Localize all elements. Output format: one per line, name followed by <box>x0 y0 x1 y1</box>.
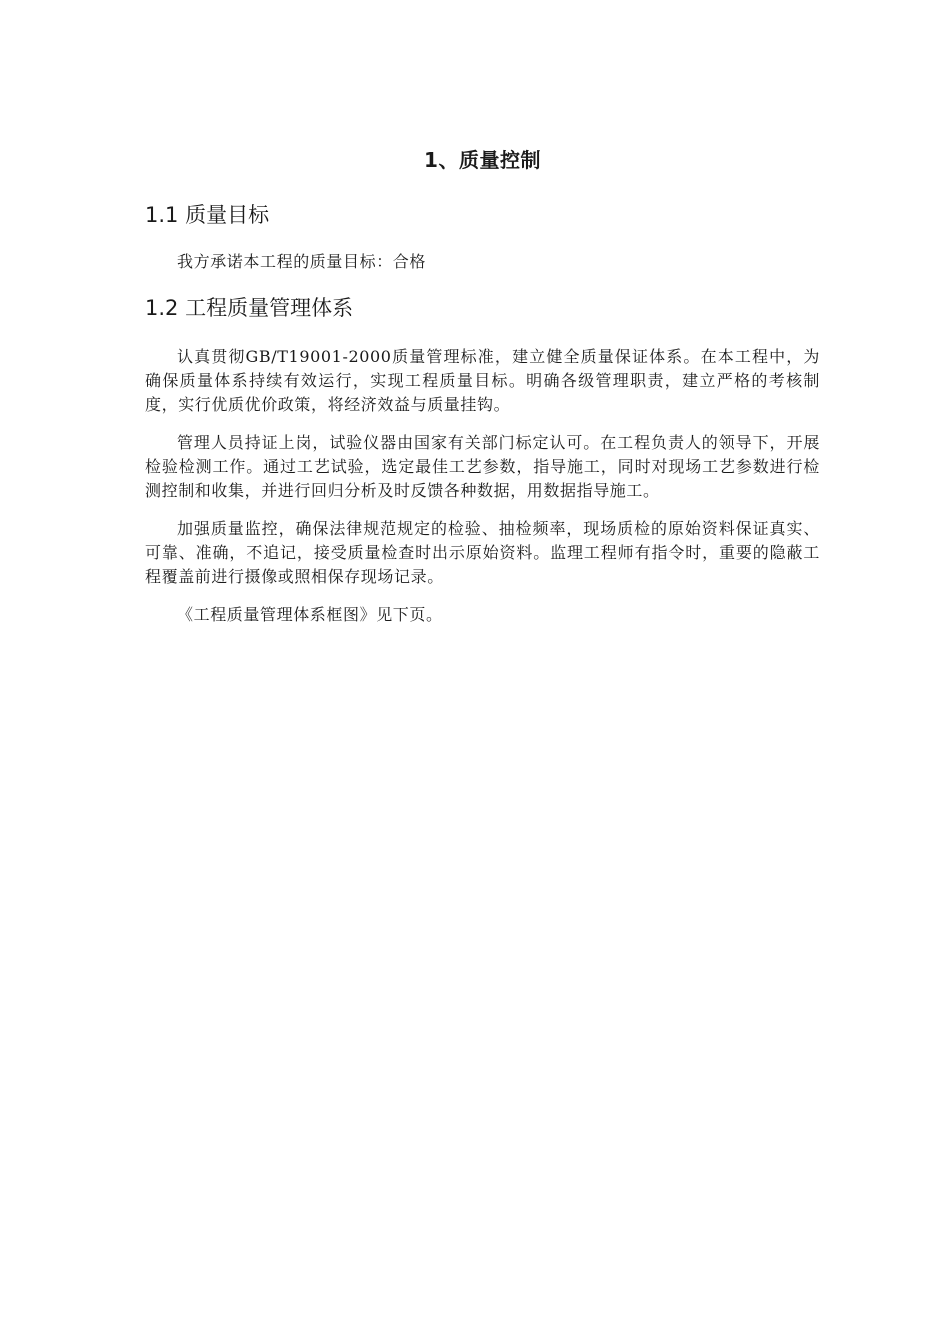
quality-target-paragraph: 我方承诺本工程的质量目标：合格 <box>177 252 427 271</box>
section-heading-quality-system: 1.2 工程质量管理体系 <box>145 296 354 320</box>
quality-system-paragraph-2: 管理人员持证上岗，试验仪器由国家有关部门标定认可。在工程负责人的领导下，开展检验检测工作。通过工艺试验，选定最佳工艺参数，指导施工，同时对现场工艺参数进行检测控制和收集，并进行回归分析及时反馈各种数据，用数据指导施工。 <box>145 433 820 500</box>
quality-system-paragraph-3: 加强质量监控，确保法律规范规定的检验、抽检频率，现场质检的原始资料保证真实、可靠、准确，不追记，接受质量检查时出示原始资料。监理工程师有指令时，重要的隐蔽工程覆盖前进行摄像或照相保存现场记录。 <box>145 519 820 586</box>
quality-system-paragraph-4: 《工程质量管理体系框图》见下页。 <box>177 605 443 624</box>
section-heading-quality-target: 1.1 质量目标 <box>145 203 270 227</box>
quality-system-paragraph-1: 认真贯彻GB/T19001-2000质量管理标准，建立健全质量保证体系。在本工程中，为确保质量体系持续有效运行，实现工程质量目标。明确各级管理职责，建立严格的考核制度，实行优质优价政策，将经济效益与质量挂钩。 <box>145 347 820 414</box>
chapter-title: 1、质量控制 <box>424 148 541 172</box>
document-body <box>145 146 820 641</box>
